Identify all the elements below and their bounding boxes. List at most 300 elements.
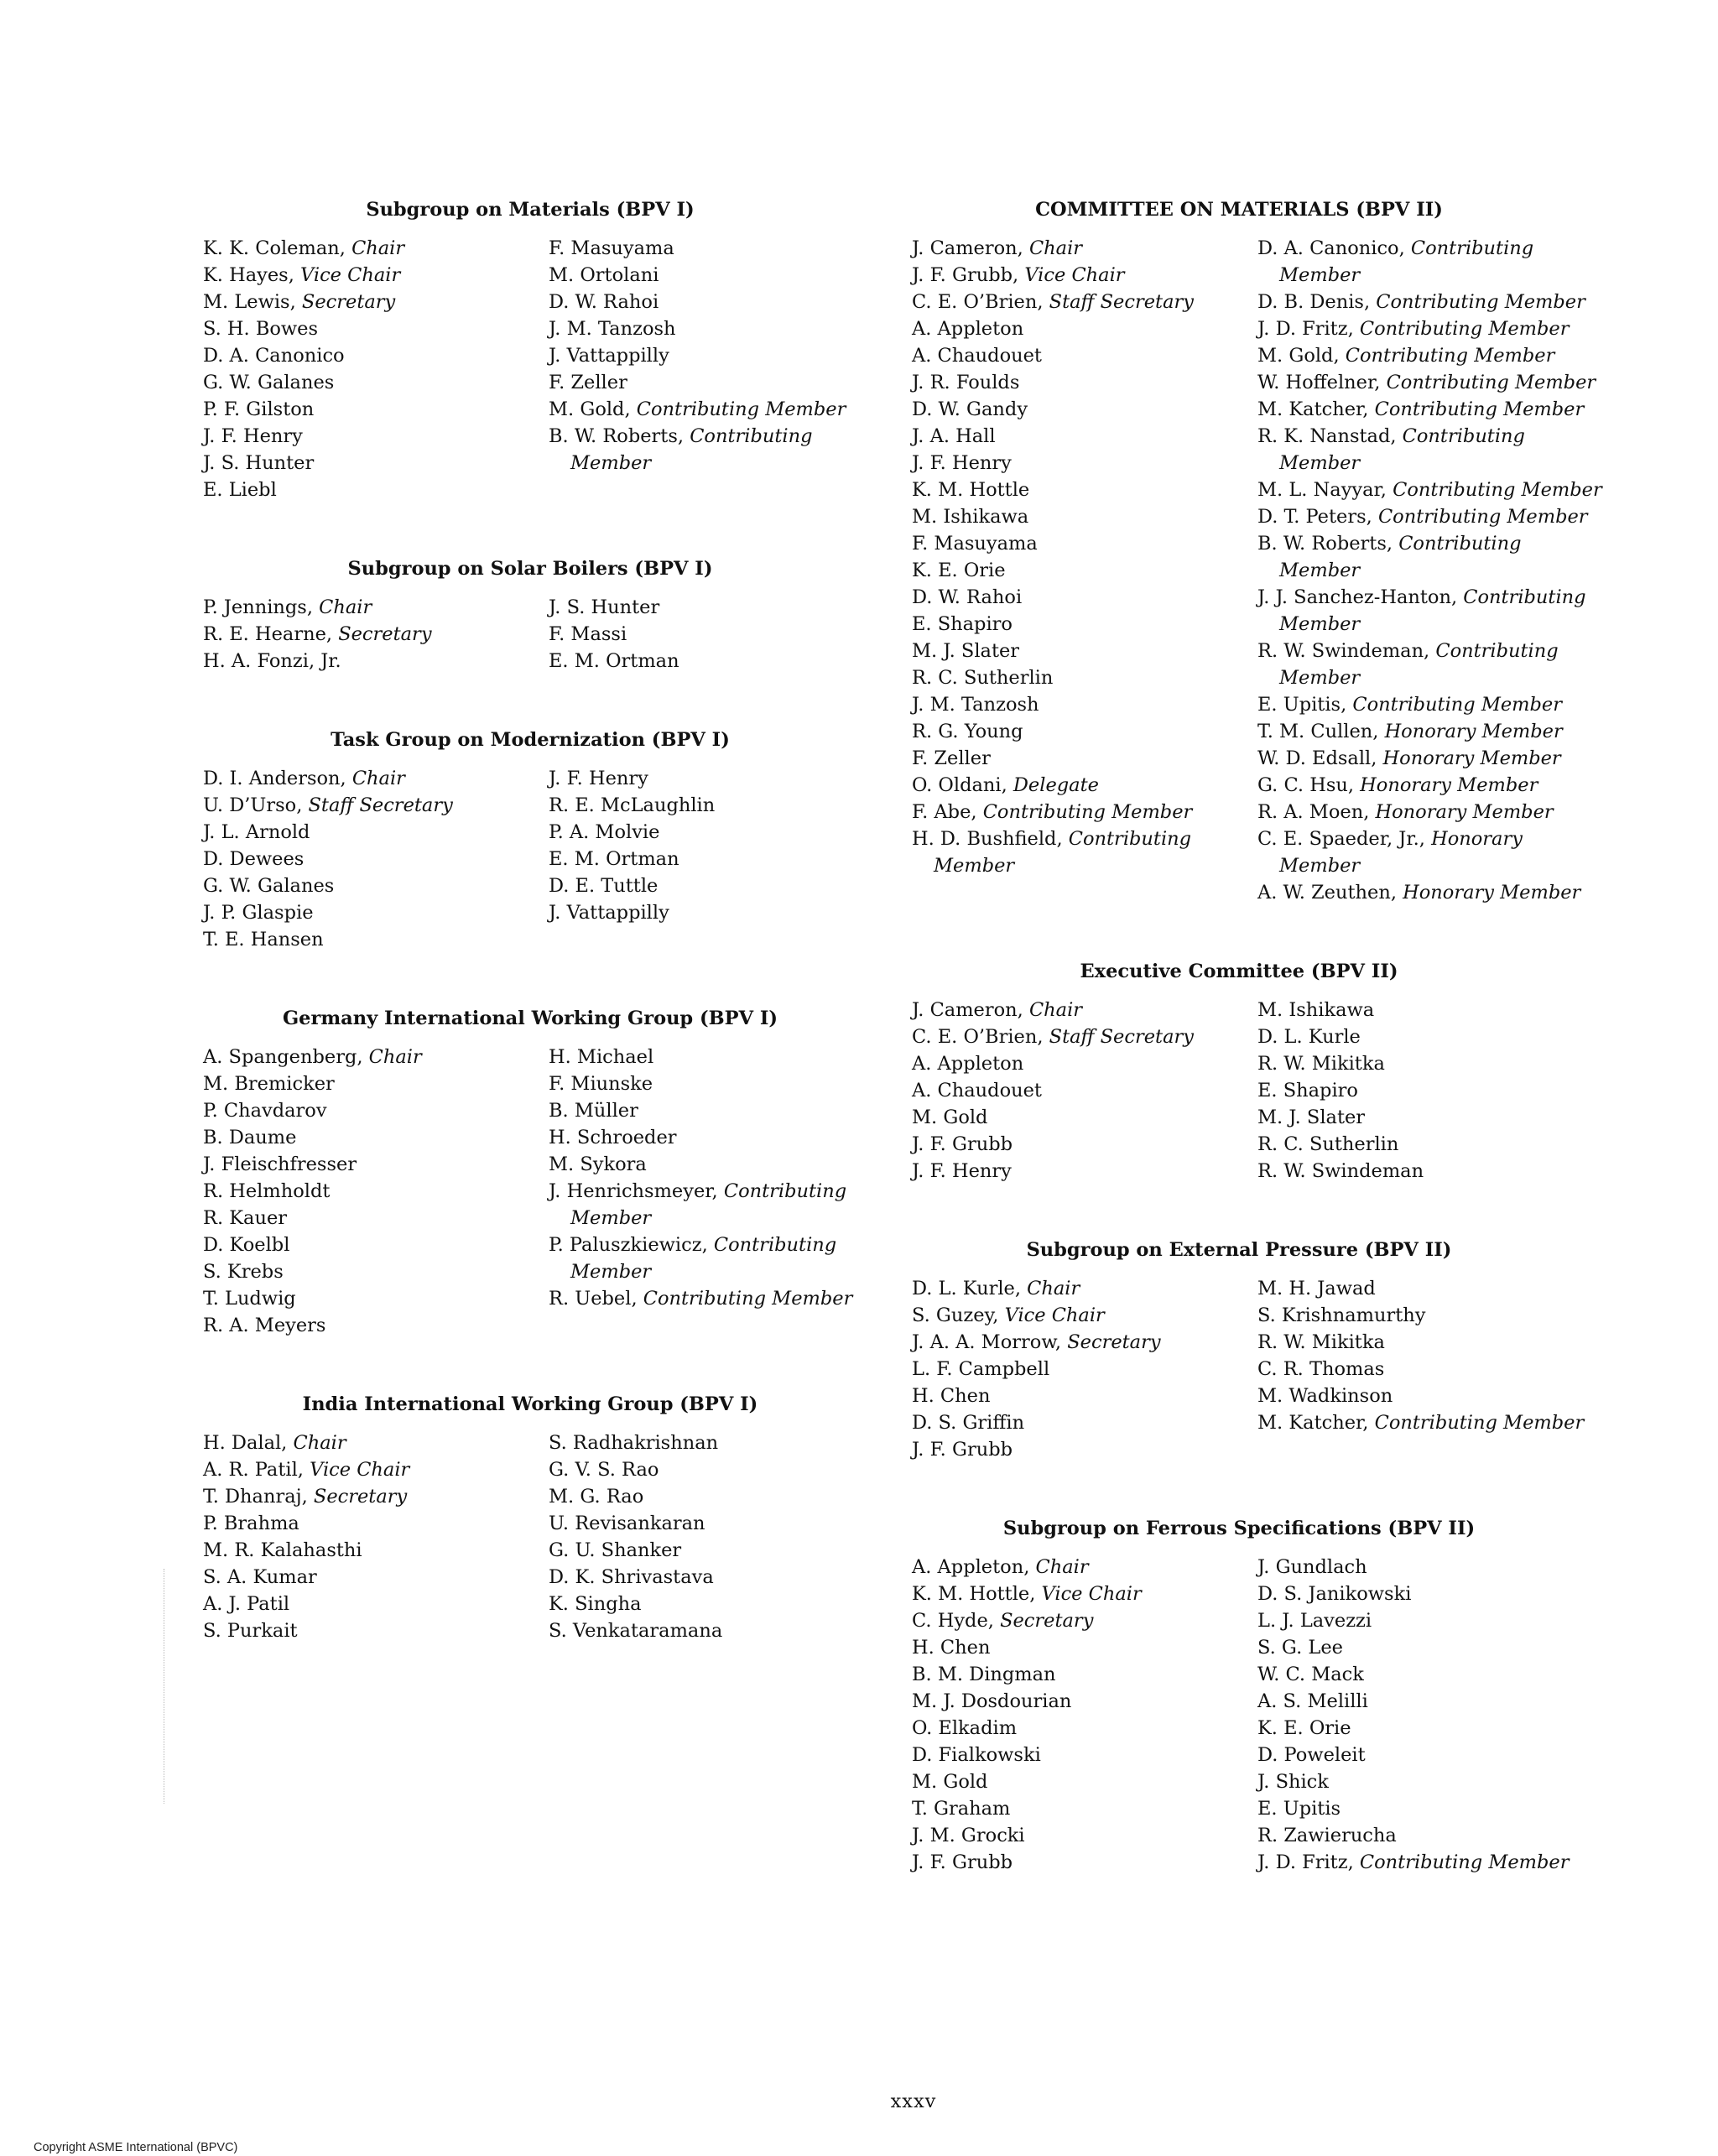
member-entry [1257,530,1603,584]
member-name: R. C. Sutherlin [1257,1133,1399,1155]
member-entry [203,1510,549,1537]
member-entry [549,342,894,369]
member-entry [912,503,1257,530]
member-entry [1257,1822,1603,1849]
member-column [549,1430,894,1644]
member-name: D. Fialkowski [912,1744,1041,1766]
member-name: D. Dewees [203,848,305,870]
member-role: Contributing Member [1374,1412,1585,1434]
member-entry [1257,477,1603,503]
member-name: J. J. Sanchez-Hanton, [1257,586,1458,608]
committee-section [203,555,857,674]
member-entry [1257,289,1603,315]
member-entry [549,1591,894,1617]
member-entry [203,1151,549,1178]
member-name: R. K. Nanstad, [1257,425,1397,447]
member-name: J. R. Foulds [912,372,1020,393]
member-list [912,235,1602,906]
member-name: M. Bremicker [203,1073,335,1095]
member-role-continued: Member [570,1261,652,1283]
member-name: R. A. Moen, [1257,801,1370,823]
member-name: T. Graham [912,1798,1011,1820]
member-name: W. C. Mack [1257,1664,1364,1685]
member-entry [1257,1409,1603,1436]
member-entry [203,648,549,674]
member-list [912,1275,1585,1463]
member-entry [912,1436,1257,1463]
member-role: Chair [293,1432,346,1454]
member-name: J. P. Glaspie [203,902,314,924]
member-name: L. J. Lavezzi [1257,1610,1372,1632]
member-name: S. H. Bowes [203,318,319,340]
member-name: J. D. Fritz, [1257,318,1354,340]
member-name: J. F. Henry [203,425,303,447]
member-entry [1257,772,1603,799]
left-column [203,196,857,1696]
member-role: Contributing [690,425,813,447]
member-role: Vice Chair [1041,1583,1142,1605]
member-name: J. F. Grubb [912,1439,1013,1461]
committee-section [912,1515,1570,1876]
member-entry [912,1634,1257,1661]
member-name: S. Radhakrishnan [549,1432,719,1454]
member-entry [912,557,1257,584]
member-name: M. Gold, [1257,345,1340,367]
section-title: Executive Committee (BPV II) [1080,961,1398,982]
member-role-continued: Member [1279,560,1361,581]
member-entry [1257,1158,1603,1185]
member-entry [912,315,1257,342]
member-role: Contributing Member [1359,1851,1570,1873]
member-name: C. E. O’Brien, [912,291,1044,313]
member-entry [203,899,549,926]
member-name: K. Singha [549,1593,642,1615]
member-name: M. L. Nayyar, [1257,479,1387,501]
member-name: D. W. Rahoi [549,291,659,313]
member-entry [912,691,1257,718]
member-entry [912,1661,1257,1688]
member-entry [203,1205,549,1232]
margin-watermark [164,1569,173,1804]
member-name: L. F. Campbell [912,1358,1050,1380]
member-name: J. L. Arnold [203,821,310,843]
member-entry [549,1070,894,1097]
member-name: P. F. Gilston [203,398,315,420]
member-entry [912,1849,1257,1876]
member-name: A. Spangenberg, [203,1046,363,1068]
member-name: M. Gold [912,1107,988,1128]
member-name: D. S. Janikowski [1257,1583,1412,1605]
member-column [912,235,1257,906]
member-entry [549,648,894,674]
member-entry [549,1124,894,1151]
member-name: G. W. Galanes [203,875,335,897]
member-entry [1257,1329,1603,1356]
member-name: K. E. Orie [1257,1717,1351,1739]
member-entry [1257,718,1603,745]
member-name: K. E. Orie [912,560,1006,581]
member-name: J. Gundlach [1257,1556,1367,1578]
member-name: R. G. Young [912,721,1023,742]
member-role: Staff Secretary [1049,1026,1194,1048]
member-entry [1257,691,1603,718]
member-entry [1257,315,1603,342]
member-name: M. Sykora [549,1154,647,1175]
member-name: B. M. Dingman [912,1664,1056,1685]
member-entry [549,1178,894,1232]
member-name: S. G. Lee [1257,1637,1343,1659]
member-name: J. Vattappilly [549,345,669,367]
member-name: J. Fleischfresser [203,1154,357,1175]
committee-section [912,196,1602,906]
member-entry [203,1232,549,1258]
member-list [203,1430,857,1644]
member-entry [912,1329,1257,1356]
member-name: J. M. Tanzosh [912,694,1039,716]
member-entry [549,1617,894,1644]
member-name: G. U. Shanker [549,1539,682,1561]
member-name: O. Elkadim [912,1717,1018,1739]
member-name: J. M. Tanzosh [549,318,676,340]
member-entry [203,369,549,396]
member-entry [203,315,549,342]
member-column [912,997,1257,1185]
member-entry [912,423,1257,450]
member-entry [912,1158,1257,1185]
member-name: J. Cameron, [912,237,1023,259]
member-name: E. Upitis [1257,1798,1341,1820]
member-entry [549,1097,894,1124]
member-entry [1257,1131,1603,1158]
member-role: Vice Chair [1004,1305,1105,1326]
member-entry [912,369,1257,396]
member-entry [203,1285,549,1312]
member-role: Honorary Member [1375,801,1554,823]
member-entry [1257,879,1603,906]
member-entry [912,342,1257,369]
member-name: D. I. Anderson, [203,768,346,789]
member-name: K. K. Coleman, [203,237,346,259]
member-name: R. Uebel, [549,1288,638,1310]
member-entry [203,342,549,369]
member-entry [203,1430,549,1456]
member-entry [549,235,894,262]
member-name: E. Upitis, [1257,694,1347,716]
member-role: Honorary Member [1382,747,1561,769]
member-name: O. Oldani, [912,774,1007,796]
member-name: J. A. A. Morrow, [912,1331,1062,1353]
member-entry [1257,1715,1603,1742]
member-entry [549,1483,894,1510]
member-role: Contributing [723,1180,847,1202]
member-name: A. Chaudouet [912,1080,1042,1101]
member-entry [549,594,894,621]
member-entry [912,1768,1257,1795]
member-entry [203,846,549,872]
member-entry [1257,799,1603,825]
member-role: Contributing [1435,640,1559,662]
member-name: F. Zeller [912,747,991,769]
member-role: Chair [1028,999,1083,1021]
member-role: Chair [351,237,405,259]
member-name: B. Daume [203,1127,297,1148]
member-name: P. Chavdarov [203,1100,327,1122]
member-role: Vice Chair [310,1459,410,1481]
member-name: P. Jennings, [203,596,313,618]
member-role: Honorary [1431,828,1523,850]
member-role: Contributing Member [982,801,1193,823]
member-name: J. M. Grocki [912,1825,1025,1846]
member-name: D. W. Rahoi [912,586,1023,608]
member-name: P. A. Molvie [549,821,660,843]
member-role: Contributing [1463,586,1586,608]
member-list [203,1044,857,1339]
member-name: J. Vattappilly [549,902,669,924]
member-name: R. Zawierucha [1257,1825,1397,1846]
member-name: D. B. Denis, [1257,291,1371,313]
member-role: Secretary [1000,1610,1094,1632]
member-entry [203,1483,549,1510]
member-name: S. Krebs [203,1261,284,1283]
section-title: Subgroup on Solar Boilers (BPV I) [347,558,713,580]
member-entry [203,1097,549,1124]
member-role-continued: Member [1279,855,1361,877]
member-entry [1257,1768,1603,1795]
member-role: Vice Chair [1024,264,1125,286]
member-entry [1257,235,1603,289]
member-name: A. R. Patil, [203,1459,304,1481]
member-entry [203,423,549,450]
member-name: M. J. Slater [1257,1107,1366,1128]
member-name: G. V. S. Rao [549,1459,659,1481]
member-name: J. F. Grubb [912,1133,1013,1155]
member-entry [912,1795,1257,1822]
member-column [203,235,549,503]
member-entry [203,262,549,289]
member-entry [549,1232,894,1285]
member-column [203,594,549,674]
member-name: B. W. Roberts, [1257,533,1393,555]
member-entry [912,1581,1257,1607]
member-name: S. Venkataramana [549,1620,723,1642]
member-name: E. Shapiro [1257,1080,1358,1101]
member-name: W. Hoffelner, [1257,372,1381,393]
member-entry [1257,584,1603,638]
member-name: M. Ishikawa [1257,999,1375,1021]
member-name: S. A. Kumar [203,1566,317,1588]
member-entry [549,765,894,792]
member-name: F. Massi [549,623,627,645]
member-role: Chair [1028,237,1083,259]
member-entry [912,584,1257,611]
member-entry [912,1131,1257,1158]
member-role: Contributing Member [1345,345,1555,367]
member-role-continued: Member [1279,613,1361,635]
member-role: Chair [1027,1278,1080,1299]
member-name: T. Ludwig [203,1288,296,1310]
member-name: S. Guzey, [912,1305,999,1326]
member-column [203,1430,549,1644]
member-entry [912,799,1257,825]
member-name: J. S. Hunter [549,596,660,618]
member-name: K. M. Hottle, [912,1583,1036,1605]
member-name: R. W. Mikitka [1257,1331,1385,1353]
section-title: Subgroup on External Pressure (BPV II) [1026,1239,1452,1261]
member-entry [203,1456,549,1483]
member-column [1257,997,1603,1185]
member-entry [1257,638,1603,691]
member-role: Chair [1035,1556,1089,1578]
page-number: xxxv [890,2091,937,2112]
member-name: J. F. Henry [549,768,648,789]
member-name: E. M. Ortman [549,848,679,870]
section-title: Subgroup on Materials (BPV I) [366,199,695,221]
member-name: R. W. Swindeman [1257,1160,1424,1182]
member-entry [549,315,894,342]
member-role: Contributing [1402,425,1525,447]
member-entry [549,792,894,819]
section-title: Subgroup on Ferrous Specifications (BPV II) [1002,1518,1476,1539]
member-role: Chair [351,768,405,789]
member-entry [912,1023,1257,1050]
member-role: Contributing Member [1386,372,1596,393]
member-name: H. Chen [912,1385,991,1407]
member-name: A. S. Melilli [1257,1690,1368,1712]
member-name: R. E. McLaughlin [549,794,716,816]
member-role-continued: Member [1279,452,1361,474]
member-name: D. K. Shrivastava [549,1566,714,1588]
member-entry [912,1104,1257,1131]
member-role: Contributing [1398,533,1522,555]
member-name: J. S. Hunter [203,452,315,474]
member-name: D. S. Griffin [912,1412,1025,1434]
member-role-continued: Member [1279,264,1361,286]
member-entry [912,1715,1257,1742]
member-entry [549,1151,894,1178]
member-entry [203,235,549,262]
member-name: C. E. Spaeder, Jr., [1257,828,1425,850]
member-entry [912,1688,1257,1715]
member-name: F. Abe, [912,801,977,823]
member-entry [912,772,1257,799]
member-entry [549,1285,894,1312]
member-entry [912,1607,1257,1634]
member-name: A. Appleton, [912,1556,1030,1578]
member-entry [549,289,894,315]
member-name: S. Purkait [203,1620,298,1642]
member-entry [1257,1275,1603,1302]
member-list [203,765,857,953]
section-title: COMMITTEE ON MATERIALS (BPV II) [1035,199,1443,221]
member-entry [1257,1607,1603,1634]
member-entry [1257,1795,1603,1822]
member-entry [549,846,894,872]
member-role: Contributing Member [1376,291,1585,313]
member-name: H. Dalal, [203,1432,288,1454]
member-role: Staff Secretary [1049,291,1194,313]
member-entry [203,1124,549,1151]
member-entry [549,1456,894,1483]
member-name: T. Dhanraj, [203,1486,308,1508]
member-entry [1257,997,1603,1023]
member-role: Secretary [301,291,396,313]
member-entry [203,477,549,503]
member-entry [912,1050,1257,1077]
member-column [203,765,549,953]
member-entry [203,1070,549,1097]
member-name: J. Henrichsmeyer, [549,1180,718,1202]
member-name: U. Revisankaran [549,1513,705,1534]
right-column [912,196,1602,1928]
member-entry [1257,1581,1603,1607]
member-column [1257,235,1603,906]
member-name: G. C. Hsu, [1257,774,1355,796]
member-entry [1257,1104,1603,1131]
member-entry [1257,825,1603,879]
member-name: C. Hyde, [912,1610,994,1632]
member-name: K. Hayes, [203,264,294,286]
member-entry [549,262,894,289]
member-role: Contributing Member [1359,318,1570,340]
member-entry [203,926,549,953]
member-entry [912,611,1257,638]
member-entry [203,1537,549,1564]
member-entry [912,1077,1257,1104]
committee-section [203,1391,857,1644]
member-entry [203,1591,549,1617]
member-name: S. Krishnamurthy [1257,1305,1426,1326]
member-role: Vice Chair [300,264,401,286]
member-entry [912,745,1257,772]
member-name: F. Miunske [549,1073,653,1095]
member-entry [549,423,894,477]
member-column [549,594,894,674]
member-name: R. E. Hearne, [203,623,333,645]
member-entry [912,638,1257,664]
member-entry [549,1430,894,1456]
member-entry [1257,1634,1603,1661]
member-name: J. Shick [1257,1771,1329,1793]
member-name: M. Gold [912,1771,988,1793]
member-entry [1257,396,1603,423]
member-entry [1257,1742,1603,1768]
member-role: Chair [319,596,372,618]
member-role: Contributing [713,1234,837,1256]
member-list [203,594,857,674]
member-name: R. W. Swindeman, [1257,640,1430,662]
member-list [912,1554,1570,1876]
member-name: R. A. Meyers [203,1315,326,1336]
member-column [549,235,894,503]
member-role: Contributing Member [636,398,846,420]
member-name: A. W. Zeuthen, [1257,882,1397,904]
section-title: Germany International Working Group (BPV I) [282,1008,778,1029]
member-role: Contributing Member [1393,479,1602,501]
member-entry [912,450,1257,477]
member-entry [912,477,1257,503]
member-entry [203,1258,549,1285]
member-name: M. Gold, [549,398,631,420]
member-name: T. E. Hansen [203,929,324,950]
member-entry [912,289,1257,315]
member-entry [203,1312,549,1339]
member-name: M. H. Jawad [1257,1278,1376,1299]
member-entry [912,1383,1257,1409]
member-entry [912,235,1257,262]
member-entry [203,1178,549,1205]
member-name: J. D. Fritz, [1257,1851,1354,1873]
member-name: H. Chen [912,1637,991,1659]
